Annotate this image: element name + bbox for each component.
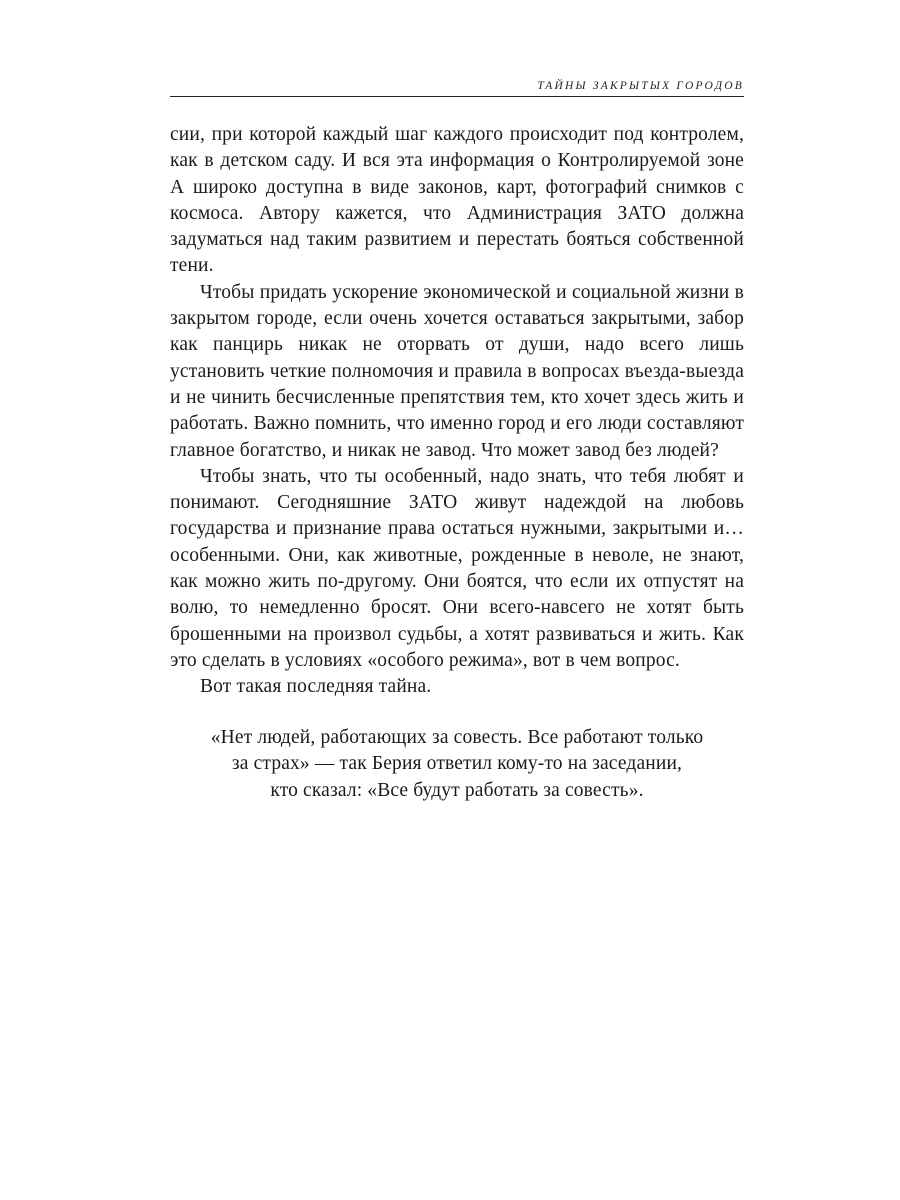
body-text <box>170 122 744 701</box>
paragraph-continued: сии, при которой каждый шаг каждого происходит под контролем, как в детском саду. И вся эта информация о Контролируемой зоне А широко доступна в виде законов, карт, фотографий снимков с космоса. Автору кажется, что Администрация ЗАТО должна задуматься над таким развитием и перестать бояться собственной тени. <box>170 124 744 277</box>
closing-quote <box>170 725 744 804</box>
paragraph: Чтобы придать ускорение экономической и социальной жизни в закрытом городе, если очень хочется оставаться закрытыми, забор как панцирь никак не оторвать от души, надо всего лишь установить четкие полномочия и правила в вопросах въезда-выезда и не чинить бесчисленные препятствия тем, кто хочет здесь жить и работать. Важно помнить, что именно город и его люди составляют главное богатство, и никак не завод. Что может завод без людей? <box>170 281 744 461</box>
paragraph: Чтобы знать, что ты особенный, надо знать, что тебя любят и понимают. Сегодняшние ЗАТО живут надеждой на любовь государства и признание права остаться нужными, закрытыми и… особенными. Они, как животные, рожденные в неволе, не знают, как можно жить по-другому. Они боятся, что если их отпустят на волю, то немедленно бросят. Они всего-навсего не хотят быть брошенными на произвол судьбы, а хотят развиваться и жить. Как это сделать в условиях «особого режима», вот в чем вопрос. <box>170 465 744 671</box>
closing-quote-line: кто сказал: «Все будут работать за совесть». <box>270 779 644 801</box>
running-head <box>170 74 744 97</box>
running-head-title: ТАЙНЫ ЗАКРЫТЫХ ГОРОДОВ <box>537 80 744 92</box>
paragraph: Вот такая последняя тайна. <box>200 676 432 698</box>
closing-quote-line: «Нет людей, работающих за совесть. Все работают только <box>210 727 704 748</box>
closing-quote-line: за страх» — так Берия ответил кому-то на заседании, <box>231 753 683 775</box>
